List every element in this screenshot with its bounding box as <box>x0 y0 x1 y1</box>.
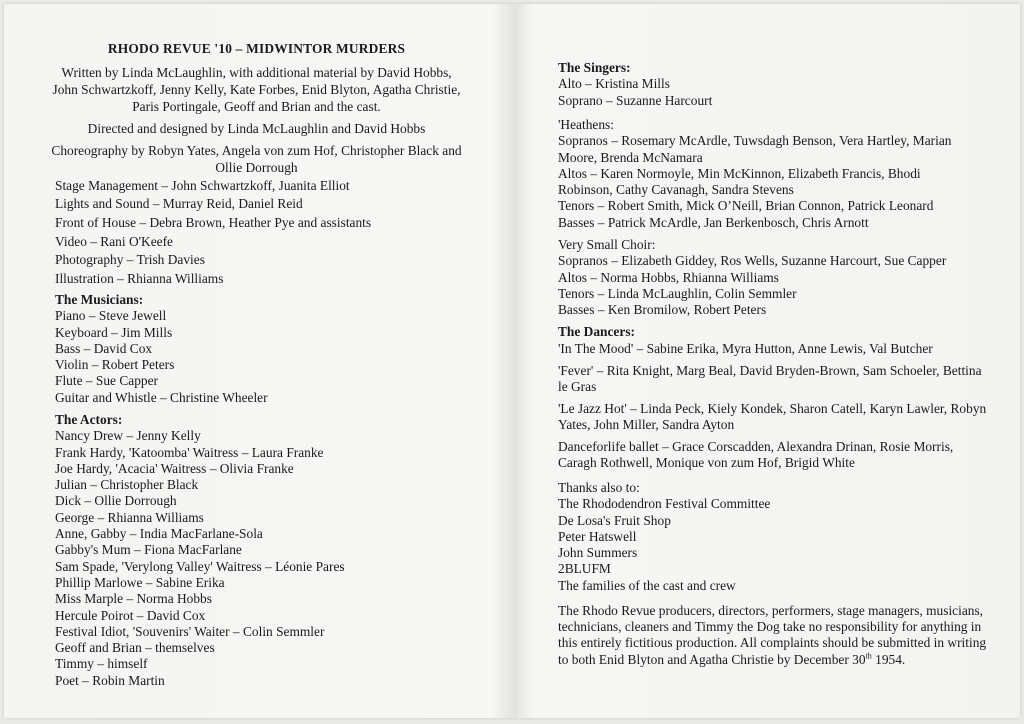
dancers-heading: The Dancers: <box>558 324 635 339</box>
disclaimer-text: The Rhodo Revue producers, directors, performers, stage managers, musicians, technicians, cleaners and Timmy the Dog take no responsibility for anything in this entirely fictitious production. All complaints should be submitted in writing to both Enid Blyton and Agatha Christie by December 30 <box>558 603 987 667</box>
actor-line: George – Rhianna Williams <box>55 509 204 525</box>
actor-line: Poet – Robin Martin <box>55 672 165 688</box>
crew-lights-sound: Lights and Sound – Murray Reid, Daniel Reid <box>55 196 303 211</box>
thanks-line: The Rhododendron Festival Committee <box>558 496 771 512</box>
disclaimer-year: 1954. <box>871 651 906 667</box>
program-title: RHODO REVUE '10 – MIDWINTOR MURDERS <box>107 41 406 56</box>
thanks-line: The families of the cast and crew <box>558 577 736 593</box>
directed-by-credit: Directed and designed by Linda McLaughlin and David Hobbs <box>87 121 426 136</box>
actor-line: Geoff and Brian – themselves <box>55 640 215 656</box>
actors-heading: The Actors: <box>55 412 123 427</box>
small-choir-line: Tenors – Linda McLaughlin, Colin Semmler <box>558 285 797 301</box>
crew-photography: Photography – Trish Davies <box>55 252 205 267</box>
heathens-line: Sopranos – Rosemary McArdle, Tuwsdagh Benson, Vera Hartley, Marian <box>558 133 952 149</box>
musician-line: Bass – David Cox <box>55 340 153 356</box>
thanks-line: Peter Hatswell <box>558 528 637 544</box>
actor-line: Miss Marple – Norma Hobbs <box>55 591 212 607</box>
heathens-line: Basses – Patrick McArdle, Jan Berkenbosch, Chris Arnott <box>558 214 869 230</box>
small-choir-line: Altos – Norma Hobbs, Rhianna Williams <box>558 269 779 285</box>
choreography-credit: Choreography by Robyn Yates, Angela von zum Hof, Christopher Black and Ollie Dorrough <box>51 143 462 175</box>
actor-line: Phillip Marlowe – Sabine Erika <box>55 574 225 590</box>
singers-section <box>558 60 712 109</box>
left-page <box>4 4 509 718</box>
thanks-line: De Losa's Fruit Shop <box>558 512 671 528</box>
dancers-fever: 'Fever' – Rita Knight, Marg Beal, David Bryden-Brown, Sam Schoeler, Bettina le Gras <box>558 363 982 395</box>
crew-front-of-house: Front of House – Debra Brown, Heather Pye and assistants <box>55 215 372 230</box>
small-choir-heading: Very Small Choir: <box>558 237 656 252</box>
dancers-in-the-mood: 'In The Mood' – Sabine Erika, Myra Hutton, Anne Lewis, Val Butcher <box>558 341 933 356</box>
heathens-line: Robinson, Cathy Cavanagh, Sandra Stevens <box>558 182 794 198</box>
singer-line: Soprano – Suzanne Harcourt <box>558 92 713 108</box>
crew-video: Video – Rani O'Keefe <box>55 234 173 249</box>
written-by-credit: Written by Linda McLaughlin, with additional material by David Hobbs, John Schwartzkoff, Jenny Kelly, Kate Forbes, Enid Blyton, Agatha Christie, Paris Portingale, Geoff and Brian and the cast. <box>52 65 461 114</box>
actor-line: Nancy Drew – Jenny Kelly <box>55 428 201 444</box>
actor-line: Gabby's Mum – Fiona MacFarlane <box>55 542 242 558</box>
dancers-danceforlife: Danceforlife ballet – Grace Corscadden, Alexandra Drinan, Rosie Morris, Caragh Rothwell, Monique von zum Hof, Brigid White <box>558 439 954 471</box>
actors-section <box>55 412 345 689</box>
heathens-line: Tenors – Robert Smith, Mick O’Neill, Brian Connon, Patrick Leonard <box>558 198 934 214</box>
singers-heading: The Singers: <box>558 60 631 75</box>
program-spread <box>4 4 1020 718</box>
musician-line: Violin – Robert Peters <box>55 357 175 373</box>
heathens-line: Altos – Karen Normoyle, Min McKinnon, Elizabeth Francis, Bhodi <box>558 165 921 181</box>
crew-stage-management: Stage Management – John Schwartzkoff, Juanita Elliot <box>55 178 350 193</box>
singer-line: Alto – Kristina Mills <box>558 76 670 92</box>
thanks-line: John Summers <box>558 545 638 561</box>
actor-line: Joe Hardy, 'Acacia' Waitress – Olivia Franke <box>55 460 294 476</box>
disclaimer-ordinal: th <box>865 651 872 661</box>
musician-line: Piano – Steve Jewell <box>55 308 167 324</box>
thanks-section <box>558 480 770 594</box>
thanks-line: 2BLUFM <box>558 561 611 577</box>
disclaimer-paragraph <box>558 603 988 668</box>
heathens-line: Moore, Brenda McNamara <box>558 149 703 165</box>
dancers-le-jazz-hot: 'Le Jazz Hot' – Linda Peck, Kiely Kondek, Sharon Catell, Karyn Lawler, Robyn Yates, John Miller, Sandra Ayton <box>558 401 987 433</box>
musician-line: Keyboard – Jim Mills <box>55 324 173 340</box>
heathens-heading: 'Heathens: <box>558 117 614 132</box>
musician-line: Flute – Sue Capper <box>55 373 159 389</box>
actor-line: Julian – Christopher Black <box>55 477 199 493</box>
thanks-heading: Thanks also to: <box>558 480 640 495</box>
right-page <box>515 4 1020 718</box>
actor-line: Frank Hardy, 'Katoomba' Waitress – Laura Franke <box>55 444 324 460</box>
heathens-section <box>558 117 951 231</box>
actor-line: Hercule Poirot – David Cox <box>55 607 206 623</box>
small-choir-line: Basses – Ken Bromilow, Robert Peters <box>558 302 767 318</box>
actor-line: Anne, Gabby – India MacFarlane-Sola <box>55 526 263 542</box>
actor-line: Timmy – himself <box>55 656 148 672</box>
small-choir-line: Sopranos – Elizabeth Giddey, Ros Wells, Suzanne Harcourt, Sue Capper <box>558 253 947 269</box>
crew-illustration: Illustration – Rhianna Williams <box>55 271 224 286</box>
actor-line: Festival Idiot, 'Souvenirs' Waiter – Colin Semmler <box>55 623 325 639</box>
musician-line: Guitar and Whistle – Christine Wheeler <box>55 389 268 405</box>
musicians-section <box>55 292 268 406</box>
actor-line: Dick – Ollie Dorrough <box>55 493 177 509</box>
actor-line: Sam Spade, 'Verylong Valley' Waitress – Léonie Pares <box>55 558 345 574</box>
musicians-heading: The Musicians: <box>55 292 144 307</box>
small-choir-section <box>558 237 946 318</box>
